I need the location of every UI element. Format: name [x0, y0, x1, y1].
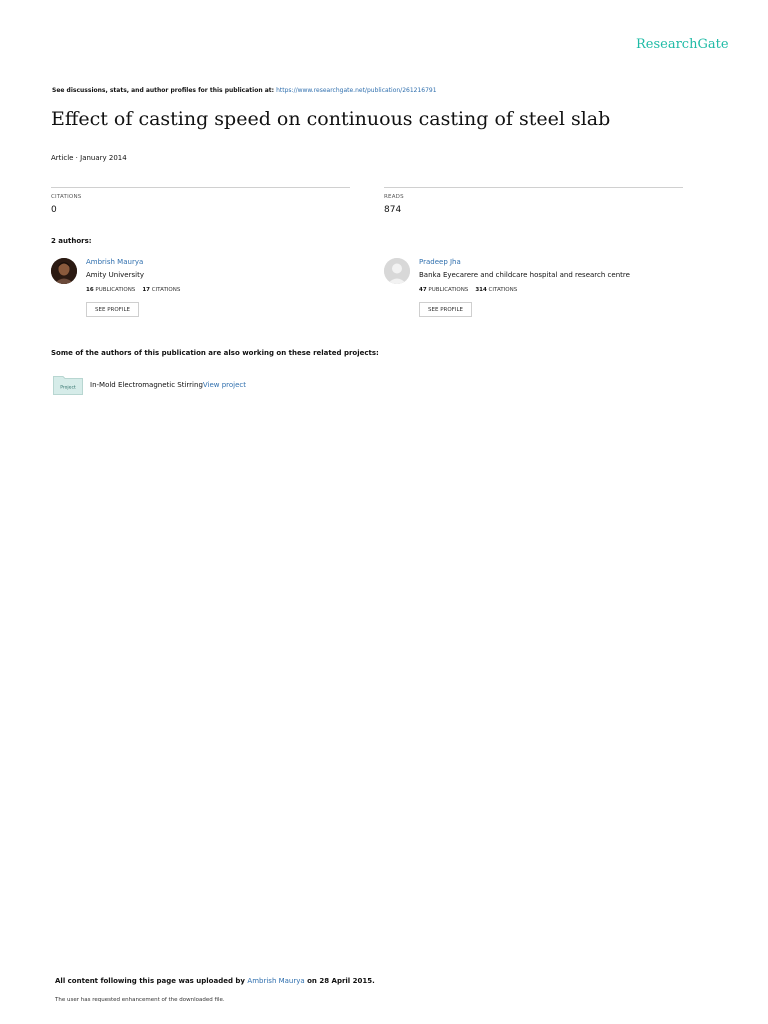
related-projects-label: Some of the authors of this publication are also working on these related projects: [51, 349, 379, 357]
author-institution: Amity University [86, 271, 144, 279]
publications-label: PUBLICATIONS [428, 287, 469, 293]
citations-divider [51, 187, 350, 188]
author-stats [86, 287, 180, 293]
upload-note [55, 977, 375, 985]
author-stats [419, 287, 517, 293]
discussion-note [52, 87, 437, 94]
authors-label: 2 authors: [51, 237, 92, 245]
author-name-link[interactable]: Pradeep Jha [419, 258, 461, 266]
person-photo-icon [51, 258, 77, 284]
publication-url-link[interactable]: https://www.researchgate.net/publication/261216791 [276, 87, 437, 94]
author-name-link[interactable]: Ambrish Maurya [86, 258, 144, 266]
project-folder-icon[interactable] [53, 376, 83, 395]
upload-suffix: on 28 April 2015. [304, 977, 375, 985]
project-item [90, 381, 246, 389]
publications-label: PUBLICATIONS [95, 287, 136, 293]
publications-count: 16 [86, 287, 94, 293]
enhancement-note: The user has requested enhancement of the downloaded file. [55, 997, 225, 1003]
author-avatar[interactable] [51, 258, 77, 284]
folder-icon [53, 376, 83, 395]
reads-divider [384, 187, 683, 188]
author-avatar-placeholder[interactable] [384, 258, 410, 284]
citations-label: CITATIONS [151, 287, 181, 293]
publications-count: 47 [419, 287, 427, 293]
default-user-icon [384, 258, 410, 284]
citations-value: 0 [51, 205, 57, 215]
project-badge-text: Project [60, 385, 76, 391]
see-profile-button[interactable]: SEE PROFILE [419, 302, 472, 317]
reads-value: 874 [384, 205, 402, 215]
citations-count: 314 [475, 287, 487, 293]
citations-label: CITATIONS [51, 194, 82, 200]
researchgate-logo[interactable]: ResearchGate [636, 37, 729, 52]
upload-prefix: All content following this page was uploaded by [55, 977, 248, 985]
see-profile-button[interactable]: SEE PROFILE [86, 302, 139, 317]
author-institution: Banka Eyecarere and childcare hospital and research centre [419, 271, 630, 279]
citations-label: CITATIONS [488, 287, 518, 293]
publication-title: Effect of casting speed on continuous casting of steel slab [51, 108, 611, 130]
discussion-prefix: See discussions, stats, and author profiles for this publication at: [52, 87, 277, 94]
project-title: In-Mold Electromagnetic Stirring [90, 381, 203, 389]
citations-count: 17 [142, 287, 150, 293]
view-project-link[interactable]: View project [202, 381, 247, 389]
publication-meta: Article · January 2014 [51, 154, 127, 162]
uploader-link[interactable]: Ambrish Maurya [247, 977, 305, 985]
reads-label: READS [384, 194, 404, 200]
